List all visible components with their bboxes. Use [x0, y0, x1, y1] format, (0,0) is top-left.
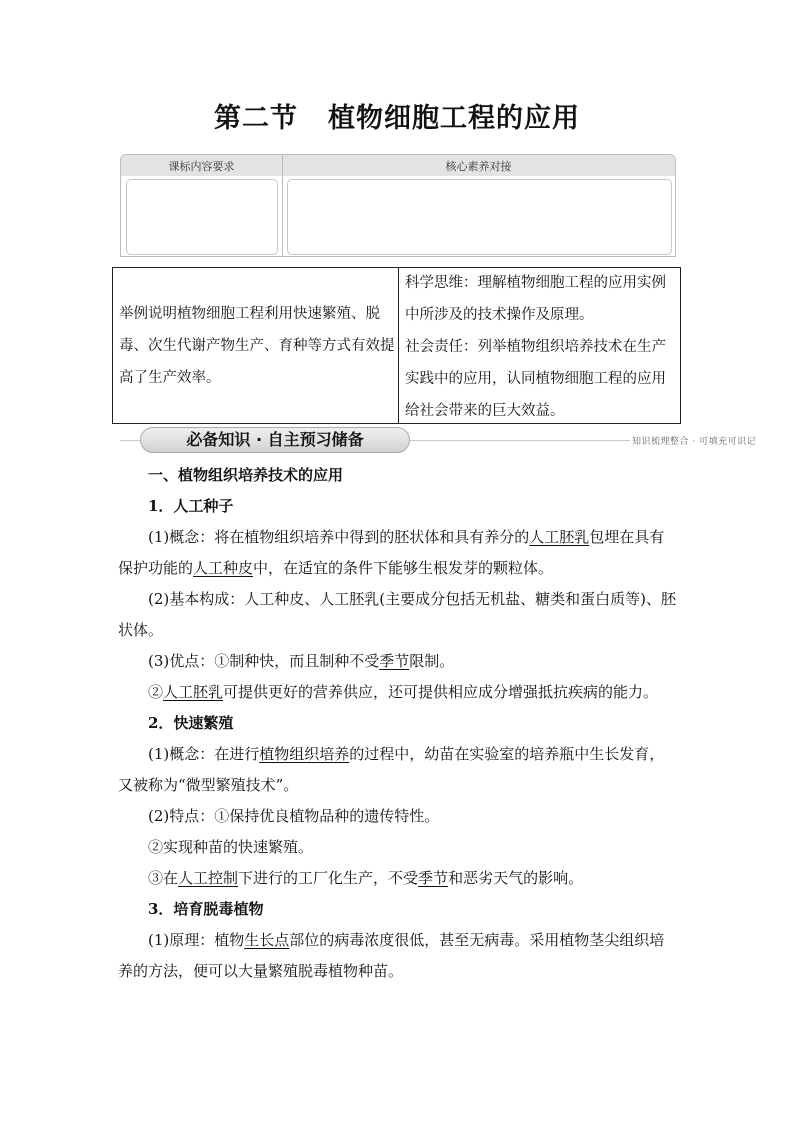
- header-divider: [282, 155, 283, 256]
- standards-content-table: [112, 267, 681, 424]
- underlined-term: 季节: [379, 652, 410, 670]
- section-heading: 一、植物组织培养技术的应用: [148, 466, 344, 484]
- underlined-term: 人工胚乳: [163, 683, 224, 701]
- underlined-term: 人工控制: [178, 869, 239, 887]
- paragraph-feature-3: ③在人工控制下进行的工厂化生产，不受季节和恶劣天气的影响。: [148, 869, 584, 887]
- subsection-heading-rapid-propagation: 2．快速繁殖: [148, 714, 234, 732]
- page-title: [0, 96, 794, 135]
- underlined-term: 生长点: [244, 931, 290, 949]
- underlined-term: 植物组织培养: [259, 745, 350, 763]
- paragraph-feature-2: ②实现种苗的快速繁殖。: [148, 838, 314, 856]
- header-left-box: [126, 179, 278, 255]
- section-banner: 必备知识 · 自主预习储备: [140, 427, 410, 453]
- underlined-term: 人工种皮: [193, 559, 254, 577]
- section-banner-note: 知识梳理整合 · 可填充可识记: [632, 437, 757, 447]
- scientific-thinking-text: 科学思维：理解植物细胞工程的应用实例中所涉及的技术操作及原理。: [405, 275, 666, 323]
- header-right-box: [287, 179, 672, 255]
- header-core-competencies: 核心素养对接: [445, 160, 512, 173]
- paragraph-principle: (1)原理：植物生长点部位的病毒浓度很低，甚至无病毒。采用植物茎尖组织培养的方法，便可以大量繁殖脱毒植物种苗。: [118, 931, 665, 980]
- paragraph-features: (2)特点：①保持优良植物品种的遗传特性。: [148, 807, 440, 825]
- main-content: [118, 460, 678, 987]
- paragraph-advantage-2: ②人工胚乳可提供更好的营养供应，还可提供相应成分增强抵抗疾病的能力。: [148, 683, 659, 701]
- underlined-term: 人工胚乳: [529, 528, 590, 546]
- paragraph-concept: (1)概念：将在植物组织培养中得到的胚状体和具有养分的人工胚乳包埋在具有保护功能的人工种皮中，在适宜的条件下能够生根发芽的颗粒体。: [118, 528, 665, 577]
- table-divider: [398, 268, 399, 423]
- paragraph-advantages: (3)优点：①制种快，而且制种不受季节限制。: [148, 652, 455, 670]
- subsection-heading-virus-free: 3．培育脱毒植物: [148, 900, 264, 918]
- subsection-heading-artificial-seed: 1．人工种子: [148, 497, 234, 515]
- underlined-term: 季节: [418, 869, 449, 887]
- social-responsibility-text: 社会责任：列举植物组织培养技术在生产实践中的应用，认同植物细胞工程的应用给社会带来的巨大效益。: [405, 339, 666, 419]
- title-text: 植物细胞工程的应用: [328, 103, 580, 134]
- paragraph-composition: (2)基本构成：人工种皮、人工胚乳(主要成分包括无机盐、糖类和蛋白质等)、胚状体。: [118, 590, 676, 639]
- title-section-number: 第二节: [214, 103, 298, 134]
- header-curriculum-requirements: 课标内容要求: [168, 160, 235, 173]
- paragraph-concept: (1)概念：在进行植物组织培养的过程中，幼苗在实验室的培养瓶中生长发育，又被称为“微型繁殖技术”。: [118, 745, 665, 794]
- standards-header-table: [120, 154, 676, 257]
- core-competency-text: [405, 267, 677, 427]
- curriculum-requirement-text: 举例说明植物细胞工程利用快速繁殖、脱毒、次生代谢产物生产、育种等方式有效提高了生产效率。: [119, 306, 395, 386]
